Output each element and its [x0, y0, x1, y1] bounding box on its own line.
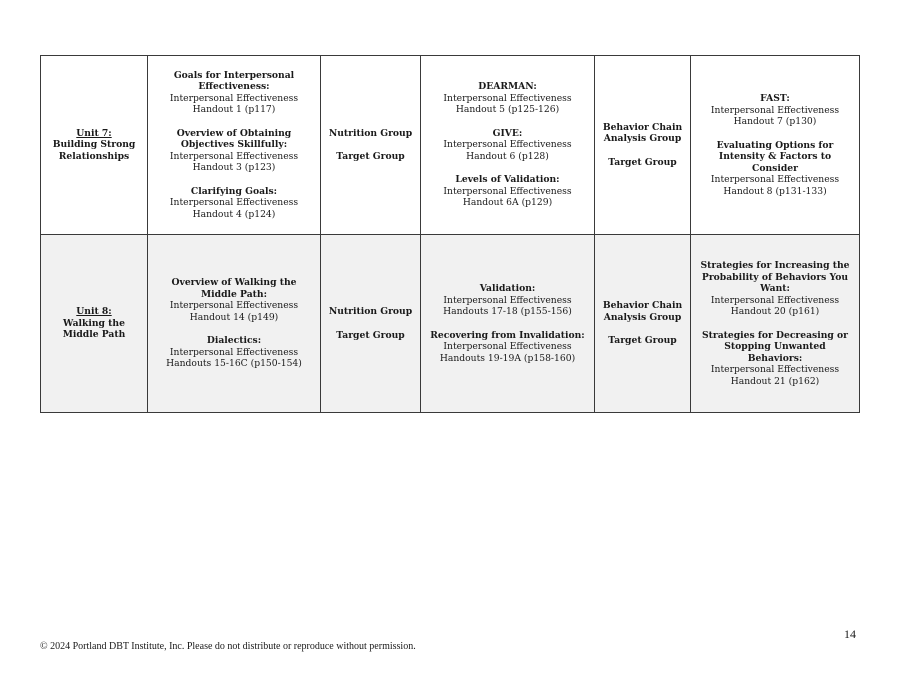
copyright-notice: © 2024 Portland DBT Institute, Inc. Please do not distribute or reproduce without permission. [40, 641, 416, 652]
unit-title: Walking the Middle Path [62, 317, 126, 341]
skill-heading: Strategies for Increasing the Probability of Behaviors You Want: [700, 260, 850, 294]
skill-heading: GIVE: [492, 127, 523, 139]
skill-line: Interpersonal Effectiveness [169, 197, 299, 209]
skill-line: Handout 21 (p162) [730, 375, 820, 387]
unit-cell [41, 235, 148, 413]
unit-number: Unit 7: [76, 127, 112, 139]
skill-block [696, 260, 854, 318]
group-label: Nutrition Group [328, 127, 413, 139]
unit-number: Unit 8: [76, 306, 112, 318]
skill-block [426, 128, 589, 163]
group-label: Behavior Chain Analysis Group [602, 300, 683, 323]
skill-line: Handouts 19-19A (p158-160) [439, 352, 576, 364]
skill-block [153, 70, 315, 116]
skill-line: Interpersonal Effectiveness [710, 104, 840, 116]
skill-line: Interpersonal Effectiveness [169, 300, 299, 312]
skill-line: Interpersonal Effectiveness [169, 150, 299, 162]
skill-line: Interpersonal Effectiveness [443, 341, 572, 352]
skills-cell-a [148, 235, 321, 413]
skill-heading: Strategies for Decreasing or Stopping Unwanted Behaviors: [702, 329, 848, 364]
group-label: Behavior Chain Analysis Group [602, 121, 683, 145]
unit-cell [41, 56, 148, 235]
skill-line: Interpersonal Effectiveness [443, 294, 572, 306]
skill-heading: Recovering from Invalidation: [430, 329, 585, 341]
skills-cell-c [691, 235, 860, 413]
unit-title: Building Strong Relationships [52, 139, 136, 162]
skill-line: Handout 6A (p129) [462, 197, 553, 209]
skill-line: Interpersonal Effectiveness [443, 139, 572, 151]
group-cell-a [321, 235, 421, 413]
table-row [41, 56, 860, 235]
skill-block [153, 128, 315, 174]
skill-block [153, 335, 315, 370]
skill-block [696, 93, 854, 128]
schedule-table [40, 55, 860, 413]
skills-cell-c [691, 56, 860, 235]
page-number: 14 [844, 627, 856, 641]
skill-line: Handout 3 (p123) [192, 162, 276, 174]
group-cell-b [595, 56, 691, 235]
skill-line: Handout 5 (p125-126) [455, 104, 560, 116]
skill-block [153, 186, 315, 221]
group-label: Target Group [608, 156, 677, 168]
skill-heading: DEARMAN: [478, 81, 537, 93]
skill-heading: Goals for Interpersonal Effectiveness: [173, 69, 295, 93]
skills-cell-a [148, 56, 321, 235]
skill-line: Handout 20 (p161) [730, 306, 820, 317]
skill-block [426, 174, 589, 209]
skill-line: Interpersonal Effectiveness [169, 92, 299, 104]
skill-line: Interpersonal Effectiveness [443, 185, 572, 197]
skill-heading: Overview of Obtaining Objectives Skillfully: [176, 127, 292, 151]
skill-heading: Validation: [479, 283, 536, 294]
table-row [41, 235, 860, 413]
skill-line: Handout 8 (p131-133) [723, 185, 827, 197]
skill-block [426, 81, 589, 116]
skill-heading: Dialectics: [206, 335, 262, 347]
skill-line: Interpersonal Effectiveness [710, 174, 840, 185]
skill-line: Handout 4 (p124) [192, 208, 276, 220]
group-cell-b [595, 235, 691, 413]
skill-block [696, 330, 854, 388]
skill-block [426, 283, 589, 318]
skills-cell-b [421, 56, 595, 235]
skill-line: Handout 1 (p117) [192, 104, 276, 116]
skill-line: Handouts 15-16C (p150-154) [166, 358, 302, 370]
skill-heading: FAST: [760, 93, 790, 104]
skill-block [426, 330, 589, 365]
skill-heading: Overview of Walking the Middle Path: [171, 277, 297, 300]
skill-line: Interpersonal Effectiveness [169, 346, 299, 358]
skill-heading: Evaluating Options for Intensity & Factors to Consider [716, 139, 834, 174]
skill-block [696, 140, 854, 198]
skill-line: Handout 14 (p149) [189, 311, 279, 323]
group-cell-a [321, 56, 421, 235]
skill-line: Handouts 17-18 (p155-156) [443, 306, 572, 317]
group-label: Target Group [336, 151, 405, 162]
skill-line: Handout 6 (p128) [466, 150, 549, 162]
skills-cell-b [421, 235, 595, 413]
skill-line: Interpersonal Effectiveness [443, 92, 572, 104]
group-label: Target Group [336, 329, 405, 341]
skill-line: Interpersonal Effectiveness [710, 364, 840, 375]
skill-heading: Levels of Validation: [455, 174, 560, 186]
skill-line: Handout 7 (p130) [733, 116, 817, 127]
skill-heading: Clarifying Goals: [190, 185, 278, 197]
skill-block [153, 277, 315, 323]
skill-line: Interpersonal Effectiveness [710, 294, 840, 306]
group-label: Nutrition Group [328, 306, 413, 317]
group-label: Target Group [608, 335, 677, 347]
